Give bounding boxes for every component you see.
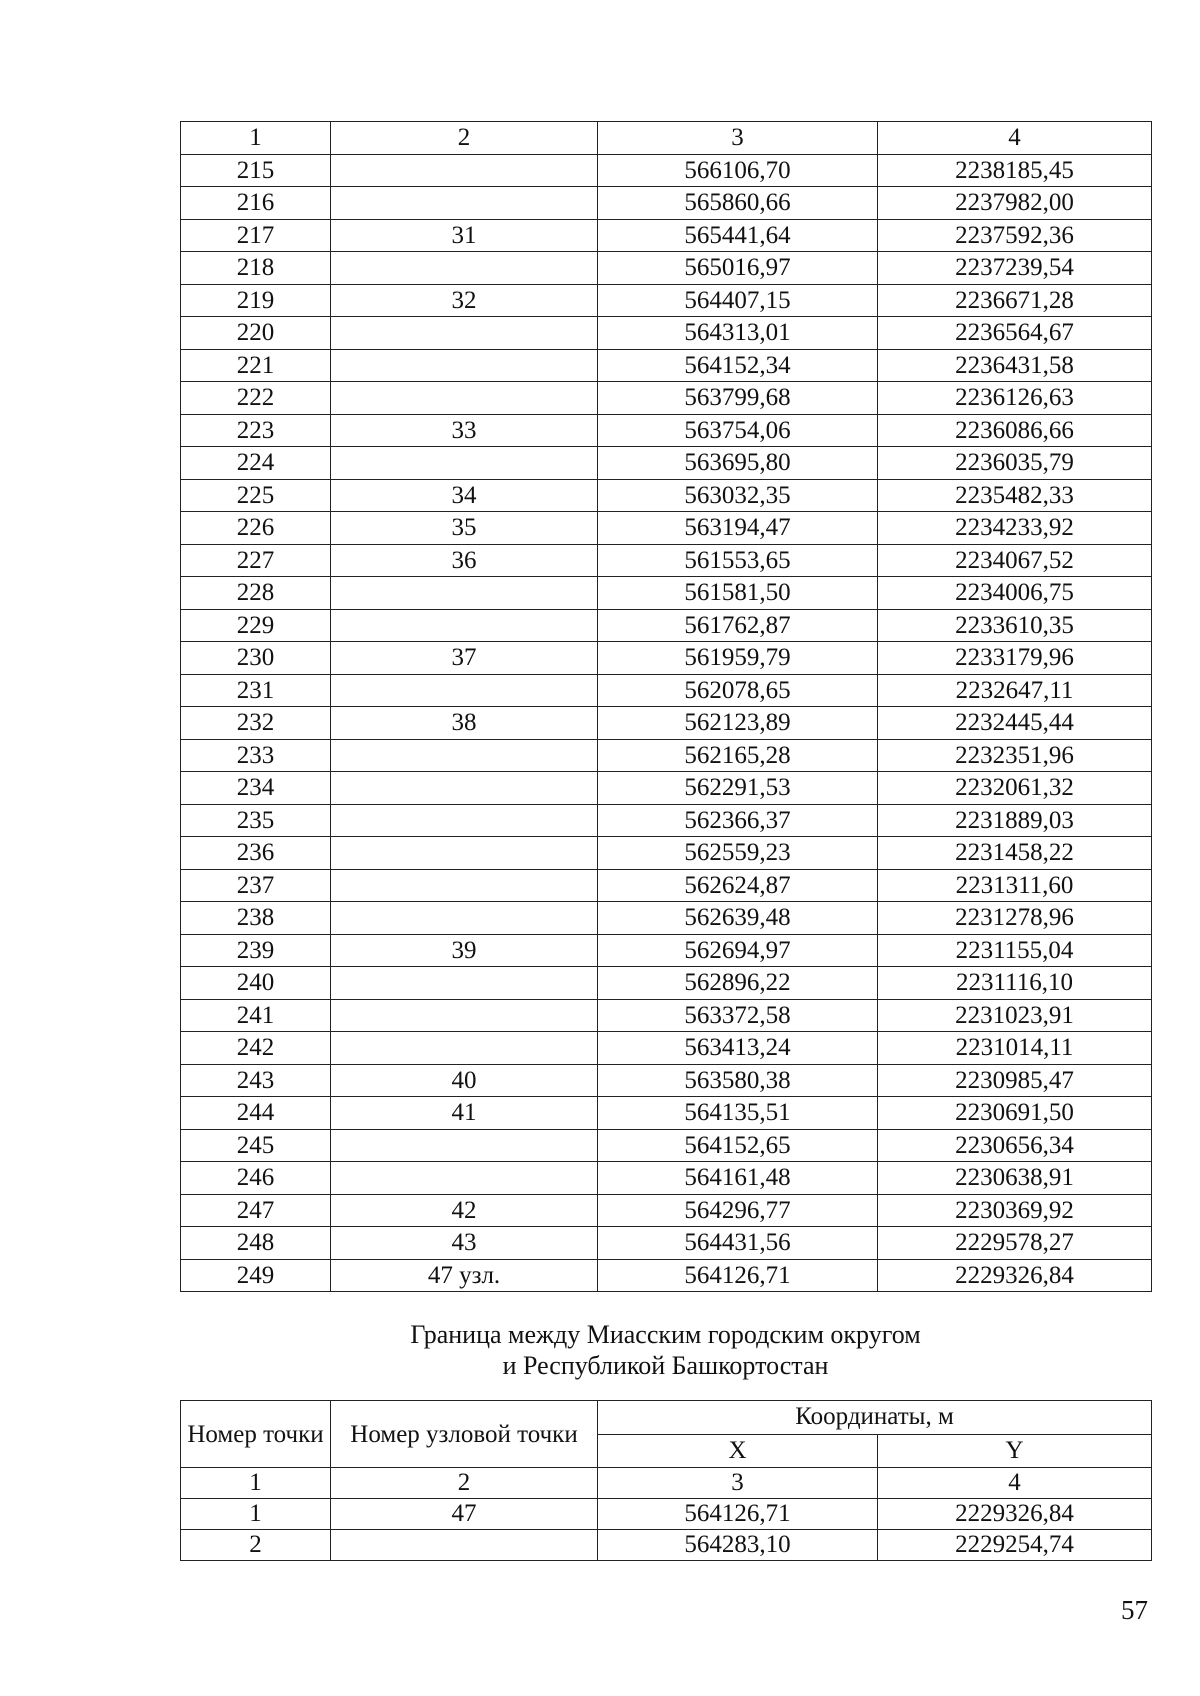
node-point-cell [331, 1032, 598, 1065]
table-row [181, 382, 1152, 415]
y-coordinate-cell: 2231311,60 [878, 869, 1152, 902]
x-coordinate-cell: 564152,65 [598, 1129, 878, 1162]
node-point-cell: 37 [331, 642, 598, 675]
point-number-cell: 237 [181, 869, 331, 902]
x-coordinate-cell: 562078,65 [598, 674, 878, 707]
x-coordinate-cell: 562165,28 [598, 739, 878, 772]
node-point-cell [331, 609, 598, 642]
point-number-cell: 230 [181, 642, 331, 675]
table-row [181, 479, 1152, 512]
point-number-cell: 233 [181, 739, 331, 772]
table-row [181, 577, 1152, 610]
y-coordinate-cell: 2236126,63 [878, 382, 1152, 415]
x-coordinate-cell: 562559,23 [598, 837, 878, 870]
point-number-cell: 223 [181, 414, 331, 447]
table-row [181, 1530, 1152, 1561]
y-coordinate-cell: 2236564,67 [878, 317, 1152, 350]
point-number-cell: 243 [181, 1064, 331, 1097]
point-number-cell: 228 [181, 577, 331, 610]
node-point-cell [331, 869, 598, 902]
point-number-cell: 249 [181, 1259, 331, 1292]
node-point-cell [331, 187, 598, 220]
y-coordinate-cell: 2232061,32 [878, 772, 1152, 805]
x-coordinate-cell: 563754,06 [598, 414, 878, 447]
y-coordinate-cell: 2230369,92 [878, 1194, 1152, 1227]
table-row [181, 512, 1152, 545]
y-coordinate-cell: 2236035,79 [878, 447, 1152, 480]
y-coordinate-cell: 2230691,50 [878, 1097, 1152, 1130]
node-point-cell [331, 349, 598, 382]
y-coordinate-cell: 2233610,35 [878, 609, 1152, 642]
point-number-cell: 216 [181, 187, 331, 220]
y-coordinate-cell: 2235482,33 [878, 479, 1152, 512]
y-coordinate-cell: 2232647,11 [878, 674, 1152, 707]
x-coordinate-cell: 565016,97 [598, 252, 878, 285]
y-coordinate-cell: 2238185,45 [878, 154, 1152, 187]
point-number-cell: 232 [181, 707, 331, 740]
table-row [181, 414, 1152, 447]
point-number-cell: 218 [181, 252, 331, 285]
coordinates-header: Координаты, м [598, 1401, 1152, 1435]
node-point-cell: 34 [331, 479, 598, 512]
table-row [181, 252, 1152, 285]
point-number-cell: 221 [181, 349, 331, 382]
point-number-cell: 240 [181, 967, 331, 1000]
point-number-cell: 245 [181, 1129, 331, 1162]
y-coordinate-cell: 2236431,58 [878, 349, 1152, 382]
table-row [181, 1129, 1152, 1162]
y-coordinate-cell: 2234233,92 [878, 512, 1152, 545]
x-coordinate-cell: 563799,68 [598, 382, 878, 415]
node-point-cell [331, 154, 598, 187]
point-number-cell: 2 [181, 1530, 331, 1561]
boundary-coordinates-table [180, 1400, 1152, 1561]
table-row [181, 609, 1152, 642]
x-coordinate-cell: 563413,24 [598, 1032, 878, 1065]
table-row [181, 772, 1152, 805]
y-coordinate-cell: 2231014,11 [878, 1032, 1152, 1065]
point-number-cell: 244 [181, 1097, 331, 1130]
point-number-cell: 229 [181, 609, 331, 642]
table-row [181, 1064, 1152, 1097]
boundary-table-body [181, 1401, 1152, 1561]
table-row [181, 317, 1152, 350]
x-coordinate-cell: 562694,97 [598, 934, 878, 967]
point-number-cell: 227 [181, 544, 331, 577]
point-number-cell: 231 [181, 674, 331, 707]
table-row [181, 544, 1152, 577]
node-point-cell: 47 [331, 1499, 598, 1530]
y-coordinate-cell: 2230985,47 [878, 1064, 1152, 1097]
table-row [181, 707, 1152, 740]
node-point-cell [331, 577, 598, 610]
y-coordinate-cell: 2232351,96 [878, 739, 1152, 772]
x-coordinate-cell: 561553,65 [598, 544, 878, 577]
point-number-cell: 226 [181, 512, 331, 545]
column-number-3: 3 [598, 1468, 878, 1499]
node-point-cell: 43 [331, 1227, 598, 1260]
y-coordinate-cell: 2229326,84 [878, 1259, 1152, 1292]
y-coordinate-cell: 2229254,74 [878, 1530, 1152, 1561]
column-number-row [181, 122, 1152, 155]
node-point-cell: 42 [331, 1194, 598, 1227]
node-point-cell [331, 1530, 598, 1561]
node-point-cell [331, 1129, 598, 1162]
column-number-4: 4 [878, 122, 1152, 155]
point-number-cell: 215 [181, 154, 331, 187]
x-coordinate-cell: 565441,64 [598, 219, 878, 252]
point-number-cell: 247 [181, 1194, 331, 1227]
table-row [181, 739, 1152, 772]
table-row [181, 1032, 1152, 1065]
point-number-cell: 246 [181, 1162, 331, 1195]
node-point-cell: 40 [331, 1064, 598, 1097]
y-coordinate-cell: 2229326,84 [878, 1499, 1152, 1530]
page-number: 57 [1121, 1595, 1148, 1625]
column-number-2: 2 [331, 122, 598, 155]
x-coordinate-cell: 562366,37 [598, 804, 878, 837]
table-row [181, 642, 1152, 675]
point-number-cell: 235 [181, 804, 331, 837]
column-number-3: 3 [598, 122, 878, 155]
x-coordinate-cell: 564135,51 [598, 1097, 878, 1130]
x-coordinate-cell: 564431,56 [598, 1227, 878, 1260]
x-coordinate-cell: 562896,22 [598, 967, 878, 1000]
node-point-cell [331, 967, 598, 1000]
x-coordinate-cell: 564313,01 [598, 317, 878, 350]
y-coordinate-cell: 2237239,54 [878, 252, 1152, 285]
coordinates-table-body [181, 122, 1152, 1292]
node-point-cell [331, 382, 598, 415]
node-point-number-header: Номер узловой точки [331, 1401, 598, 1468]
y-coordinate-cell: 2234006,75 [878, 577, 1152, 610]
node-point-cell: 35 [331, 512, 598, 545]
node-point-cell: 41 [331, 1097, 598, 1130]
y-coordinate-cell: 2231889,03 [878, 804, 1152, 837]
x-coordinate-cell: 565860,66 [598, 187, 878, 220]
point-number-cell: 242 [181, 1032, 331, 1065]
node-point-cell: 36 [331, 544, 598, 577]
table-row [181, 1194, 1152, 1227]
x-coordinate-cell: 563194,47 [598, 512, 878, 545]
column-number-1: 1 [181, 1468, 331, 1499]
column-number-1: 1 [181, 122, 331, 155]
column-number-row [181, 1468, 1152, 1499]
table-row [181, 219, 1152, 252]
section-title-line-2: и Республикой Башкортостан [502, 1351, 829, 1380]
point-number-header: Номер точки [181, 1401, 331, 1468]
y-coordinate-cell: 2233179,96 [878, 642, 1152, 675]
y-coordinate-cell: 2231278,96 [878, 902, 1152, 935]
y-coordinate-cell: 2229578,27 [878, 1227, 1152, 1260]
x-coordinate-cell: 564126,71 [598, 1499, 878, 1530]
x-coordinate-cell: 561762,87 [598, 609, 878, 642]
node-point-cell [331, 804, 598, 837]
header-row-top [181, 1401, 1152, 1435]
node-point-cell: 38 [331, 707, 598, 740]
y-coordinate-cell: 2230656,34 [878, 1129, 1152, 1162]
point-number-cell: 234 [181, 772, 331, 805]
node-point-cell [331, 739, 598, 772]
table-row [181, 869, 1152, 902]
table-row [181, 1259, 1152, 1292]
x-coordinate-cell: 564126,71 [598, 1259, 878, 1292]
point-number-cell: 1 [181, 1499, 331, 1530]
column-number-2: 2 [331, 1468, 598, 1499]
table-row [181, 154, 1152, 187]
table-row [181, 1162, 1152, 1195]
x-header: X [598, 1434, 878, 1468]
x-coordinate-cell: 566106,70 [598, 154, 878, 187]
x-coordinate-cell: 562123,89 [598, 707, 878, 740]
node-point-cell [331, 447, 598, 480]
table-row [181, 1499, 1152, 1530]
table-row [181, 804, 1152, 837]
x-coordinate-cell: 564296,77 [598, 1194, 878, 1227]
x-coordinate-cell: 564407,15 [598, 284, 878, 317]
section-title-line-1: Граница между Миасским городским округом [410, 1320, 921, 1349]
table-row [181, 1097, 1152, 1130]
point-number-cell: 224 [181, 447, 331, 480]
table-row [181, 837, 1152, 870]
y-coordinate-cell: 2236086,66 [878, 414, 1152, 447]
x-coordinate-cell: 562639,48 [598, 902, 878, 935]
point-number-cell: 248 [181, 1227, 331, 1260]
point-number-cell: 217 [181, 219, 331, 252]
y-coordinate-cell: 2236671,28 [878, 284, 1152, 317]
point-number-cell: 220 [181, 317, 331, 350]
y-coordinate-cell: 2231155,04 [878, 934, 1152, 967]
x-coordinate-cell: 561581,50 [598, 577, 878, 610]
y-coordinate-cell: 2231116,10 [878, 967, 1152, 1000]
y-coordinate-cell: 2231458,22 [878, 837, 1152, 870]
node-point-cell: 32 [331, 284, 598, 317]
column-number-4: 4 [878, 1468, 1152, 1499]
x-coordinate-cell: 563695,80 [598, 447, 878, 480]
point-number-cell: 239 [181, 934, 331, 967]
y-header: Y [878, 1434, 1152, 1468]
y-coordinate-cell: 2237982,00 [878, 187, 1152, 220]
table-row [181, 967, 1152, 1000]
table-row [181, 674, 1152, 707]
x-coordinate-cell: 563580,38 [598, 1064, 878, 1097]
x-coordinate-cell: 561959,79 [598, 642, 878, 675]
table-row [181, 902, 1152, 935]
x-coordinate-cell: 563032,35 [598, 479, 878, 512]
point-number-cell: 222 [181, 382, 331, 415]
point-number-cell: 219 [181, 284, 331, 317]
node-point-cell: 39 [331, 934, 598, 967]
point-number-cell: 238 [181, 902, 331, 935]
x-coordinate-cell: 564283,10 [598, 1530, 878, 1561]
y-coordinate-cell: 2231023,91 [878, 999, 1152, 1032]
point-number-cell: 225 [181, 479, 331, 512]
x-coordinate-cell: 563372,58 [598, 999, 878, 1032]
y-coordinate-cell: 2237592,36 [878, 219, 1152, 252]
table-row [181, 349, 1152, 382]
node-point-cell: 31 [331, 219, 598, 252]
point-number-cell: 236 [181, 837, 331, 870]
table-row [181, 284, 1152, 317]
node-point-cell [331, 902, 598, 935]
table-row [181, 447, 1152, 480]
table-row [181, 187, 1152, 220]
x-coordinate-cell: 564152,34 [598, 349, 878, 382]
x-coordinate-cell: 562291,53 [598, 772, 878, 805]
node-point-cell [331, 252, 598, 285]
table-row [181, 999, 1152, 1032]
table-row [181, 1227, 1152, 1260]
y-coordinate-cell: 2230638,91 [878, 1162, 1152, 1195]
coordinates-table [180, 121, 1152, 1292]
x-coordinate-cell: 562624,87 [598, 869, 878, 902]
node-point-cell: 47 узл. [331, 1259, 598, 1292]
node-point-cell [331, 837, 598, 870]
node-point-cell [331, 772, 598, 805]
node-point-cell [331, 317, 598, 350]
y-coordinate-cell: 2234067,52 [878, 544, 1152, 577]
x-coordinate-cell: 564161,48 [598, 1162, 878, 1195]
node-point-cell [331, 674, 598, 707]
node-point-cell [331, 1162, 598, 1195]
table-row [181, 934, 1152, 967]
y-coordinate-cell: 2232445,44 [878, 707, 1152, 740]
node-point-cell: 33 [331, 414, 598, 447]
node-point-cell [331, 999, 598, 1032]
point-number-cell: 241 [181, 999, 331, 1032]
